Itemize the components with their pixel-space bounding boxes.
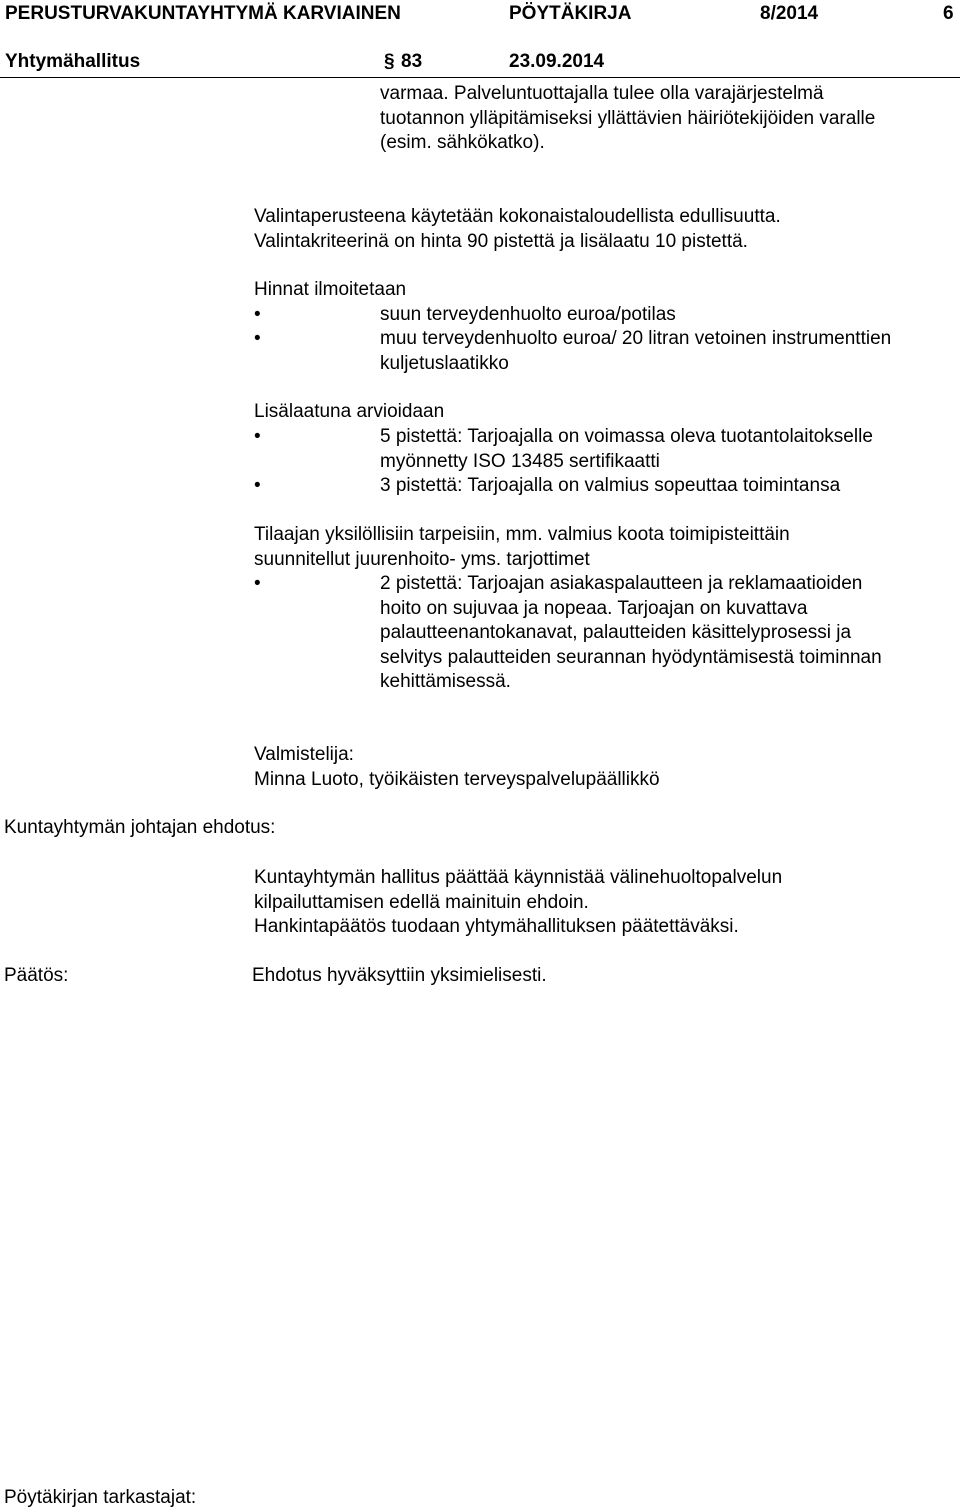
text-line: palautteenantokanavat, palautteiden käsittelyprosessi ja: [380, 622, 852, 643]
text-line: kehittämisessä.: [380, 671, 511, 692]
text-line: Kuntayhtymän hallitus päättää käynnistää välinehuoltopalvelun: [254, 867, 783, 888]
list-item: [380, 474, 840, 499]
text-line: 2 pistettä: Tarjoajan asiakaspalautteen ja reklamaatioiden: [380, 573, 863, 594]
list-item: [380, 425, 873, 474]
bullet-icon: •: [254, 573, 261, 594]
meeting-date: 23.09.2014: [509, 51, 605, 72]
text-line: Valintaperusteena käytetään kokonaistaloudellista edullisuutta.: [254, 206, 781, 227]
document-type: PÖYTÄKIRJA: [509, 3, 632, 24]
text-line: 3 pistettä: Tarjoajalla on valmius sopeuttaa toimintansa: [380, 475, 841, 496]
preparer-label: Valmistelija:: [254, 744, 354, 765]
section-number: 83: [401, 51, 423, 72]
text-line: 5 pistettä: Tarjoajalla on voimassa oleva tuotantolaitokselle: [380, 426, 873, 447]
text-line: varmaa. Palveluntuottajalla tulee olla varajärjestelmä: [380, 83, 824, 104]
text-line: Tilaajan yksilöllisiin tarpeisiin, mm. valmius koota toimipisteittäin: [254, 524, 790, 545]
bullet-icon: •: [254, 304, 261, 325]
text-line: (esim. sähkökatko).: [380, 132, 545, 153]
quality-heading: Lisälaatuna arvioidaan: [254, 401, 445, 422]
prices-heading: Hinnat ilmoitetaan: [254, 279, 407, 300]
proposal-label: Kuntayhtymän johtajan ehdotus:: [4, 817, 276, 838]
text-line: Valintakriteerinä on hinta 90 pistettä ja lisälaatu 10 pistettä.: [254, 230, 748, 252]
intro-paragraph: [380, 82, 875, 156]
decision-label: Päätös:: [4, 965, 69, 986]
preparer-name: Minna Luoto, työikäisten terveyspalvelupäällikkö: [254, 768, 660, 790]
text-line: myönnetty ISO 13485 sertifikaatti: [380, 450, 660, 472]
text-line: Hankintapäätös tuodaan yhtymähallituksen päätettäväksi.: [254, 916, 739, 937]
section-sign: §: [384, 51, 395, 72]
list-item: [380, 303, 676, 328]
inspectors-label: Pöytäkirjan tarkastajat:: [4, 1487, 197, 1508]
bullet-icon: •: [254, 475, 261, 496]
issue-number: 8/2014: [760, 3, 819, 24]
text-line: tuotannon ylläpitämiseksi yllättävien häiriötekijöiden varalle: [380, 107, 876, 129]
text-line: hoito on sujuvaa ja nopeaa. Tarjoajan on kuvattava: [380, 597, 808, 619]
header-divider: [0, 77, 960, 78]
bullet-icon: •: [254, 426, 261, 447]
text-line: suun terveydenhuolto euroa/potilas: [380, 304, 676, 325]
criteria-paragraph: [254, 205, 781, 254]
list-item: [380, 572, 882, 695]
organization-name: PERUSTURVAKUNTAYHTYMÄ KARVIAINEN: [5, 3, 401, 24]
text-line: selvitys palautteiden seurannan hyödyntämisestä toiminnan: [380, 646, 882, 668]
quality-continuation: [254, 523, 790, 572]
text-line: kilpailuttamisen edellä mainituin ehdoin.: [254, 891, 589, 913]
text-line: kuljetuslaatikko: [380, 352, 509, 374]
preparer-block: [254, 743, 660, 792]
page-number: 6: [943, 3, 954, 24]
bullet-icon: •: [254, 328, 261, 349]
decision-text: Ehdotus hyväksyttiin yksimielisesti.: [252, 965, 547, 986]
list-item: [380, 327, 891, 376]
proposal-text: [254, 866, 782, 940]
text-line: suunnitellut juurenhoito- yms. tarjottimet: [254, 548, 590, 570]
text-line: muu terveydenhuolto euroa/ 20 litran vetoinen instrumenttien: [380, 328, 892, 349]
body-name: Yhtymähallitus: [5, 51, 141, 72]
